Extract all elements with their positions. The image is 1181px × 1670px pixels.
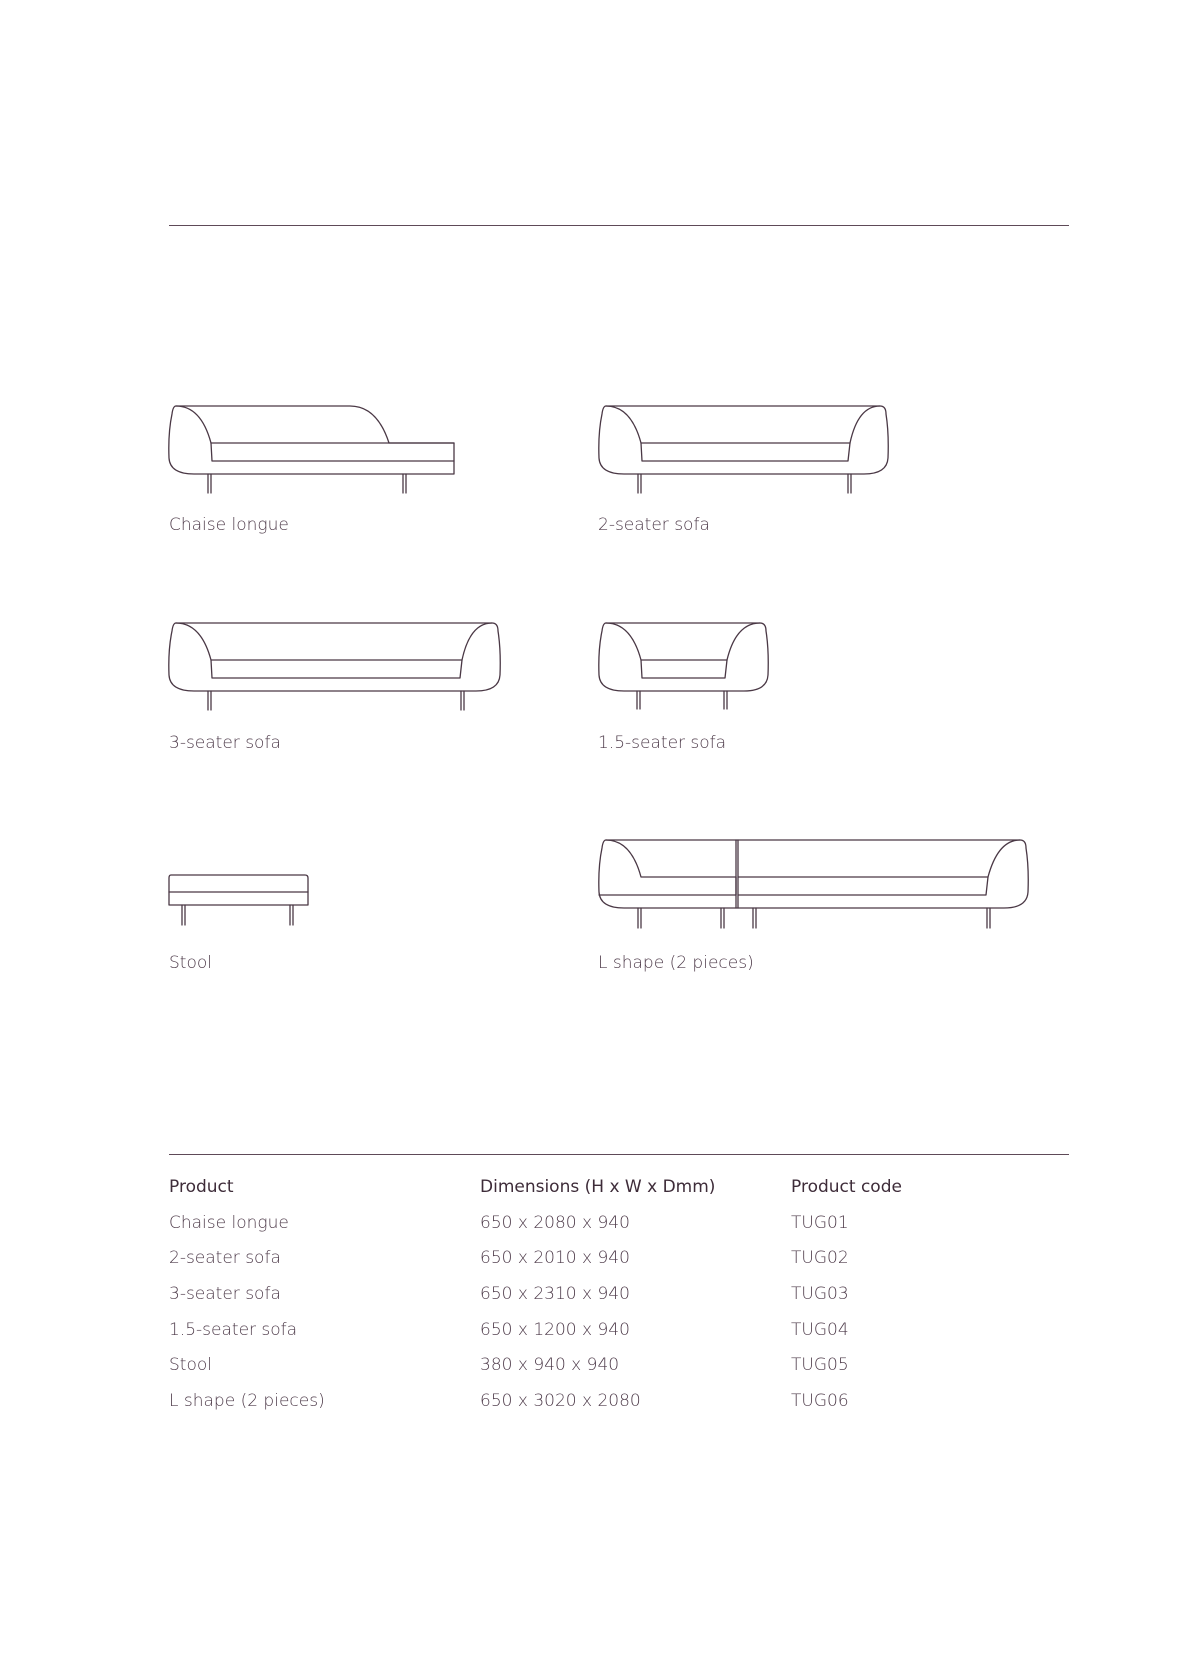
- cell-product: L shape (2 pieces): [169, 1391, 325, 1412]
- cell-product-code: TUG01: [791, 1212, 849, 1233]
- caption-one-and-half-seater-sofa: 1.5-seater sofa: [598, 733, 727, 753]
- caption-l-shape: L shape (2 pieces): [598, 953, 754, 973]
- top-divider: [169, 225, 1069, 226]
- header-product-code: Product code: [791, 1177, 902, 1197]
- cell-product-code: TUG04: [791, 1319, 849, 1340]
- l-shape-sofa-drawing: [598, 840, 1030, 932]
- cell-product-code: TUG05: [791, 1355, 849, 1376]
- cell-product-code: TUG03: [791, 1284, 849, 1305]
- table-row: [169, 1213, 1069, 1249]
- cell-product: 1.5-seater sofa: [169, 1319, 298, 1340]
- cell-product: Stool: [169, 1355, 212, 1376]
- cell-dimensions: 650 x 2310 x 940: [480, 1284, 630, 1305]
- cell-dimensions: 380 x 940 x 940: [480, 1355, 620, 1376]
- cell-dimensions: 650 x 2010 x 940: [480, 1248, 630, 1269]
- one-and-half-seater-sofa-drawing: [598, 623, 770, 713]
- table-row: [169, 1320, 1069, 1356]
- table-header-row: [169, 1177, 1069, 1213]
- table-row: [169, 1284, 1069, 1320]
- cell-product: 2-seater sofa: [169, 1248, 281, 1269]
- cell-product-code: TUG02: [791, 1248, 849, 1269]
- caption-chaise-longue: Chaise longue: [169, 515, 289, 535]
- three-seater-sofa-drawing: [168, 623, 502, 713]
- stool-drawing: [168, 875, 310, 927]
- header-product: Product: [169, 1177, 234, 1197]
- table-row: [169, 1248, 1069, 1284]
- table-row: [169, 1391, 1069, 1427]
- cell-product: Chaise longue: [169, 1212, 289, 1233]
- header-dimensions: Dimensions (H x W x Dmm): [480, 1177, 716, 1197]
- cell-dimensions: 650 x 1200 x 940: [480, 1319, 630, 1340]
- caption-two-seater-sofa: 2-seater sofa: [598, 515, 710, 535]
- bottom-divider: [169, 1154, 1069, 1155]
- two-seater-sofa-drawing: [598, 406, 890, 496]
- chaise-longue-drawing: [168, 406, 454, 496]
- caption-stool: Stool: [169, 953, 212, 973]
- caption-three-seater-sofa: 3-seater sofa: [169, 733, 281, 753]
- cell-dimensions: 650 x 2080 x 940: [480, 1212, 630, 1233]
- cell-product: 3-seater sofa: [169, 1284, 281, 1305]
- cell-dimensions: 650 x 3020 x 2080: [480, 1391, 641, 1412]
- table-row: [169, 1355, 1069, 1391]
- cell-product-code: TUG06: [791, 1391, 849, 1412]
- product-table: [169, 1177, 1069, 1427]
